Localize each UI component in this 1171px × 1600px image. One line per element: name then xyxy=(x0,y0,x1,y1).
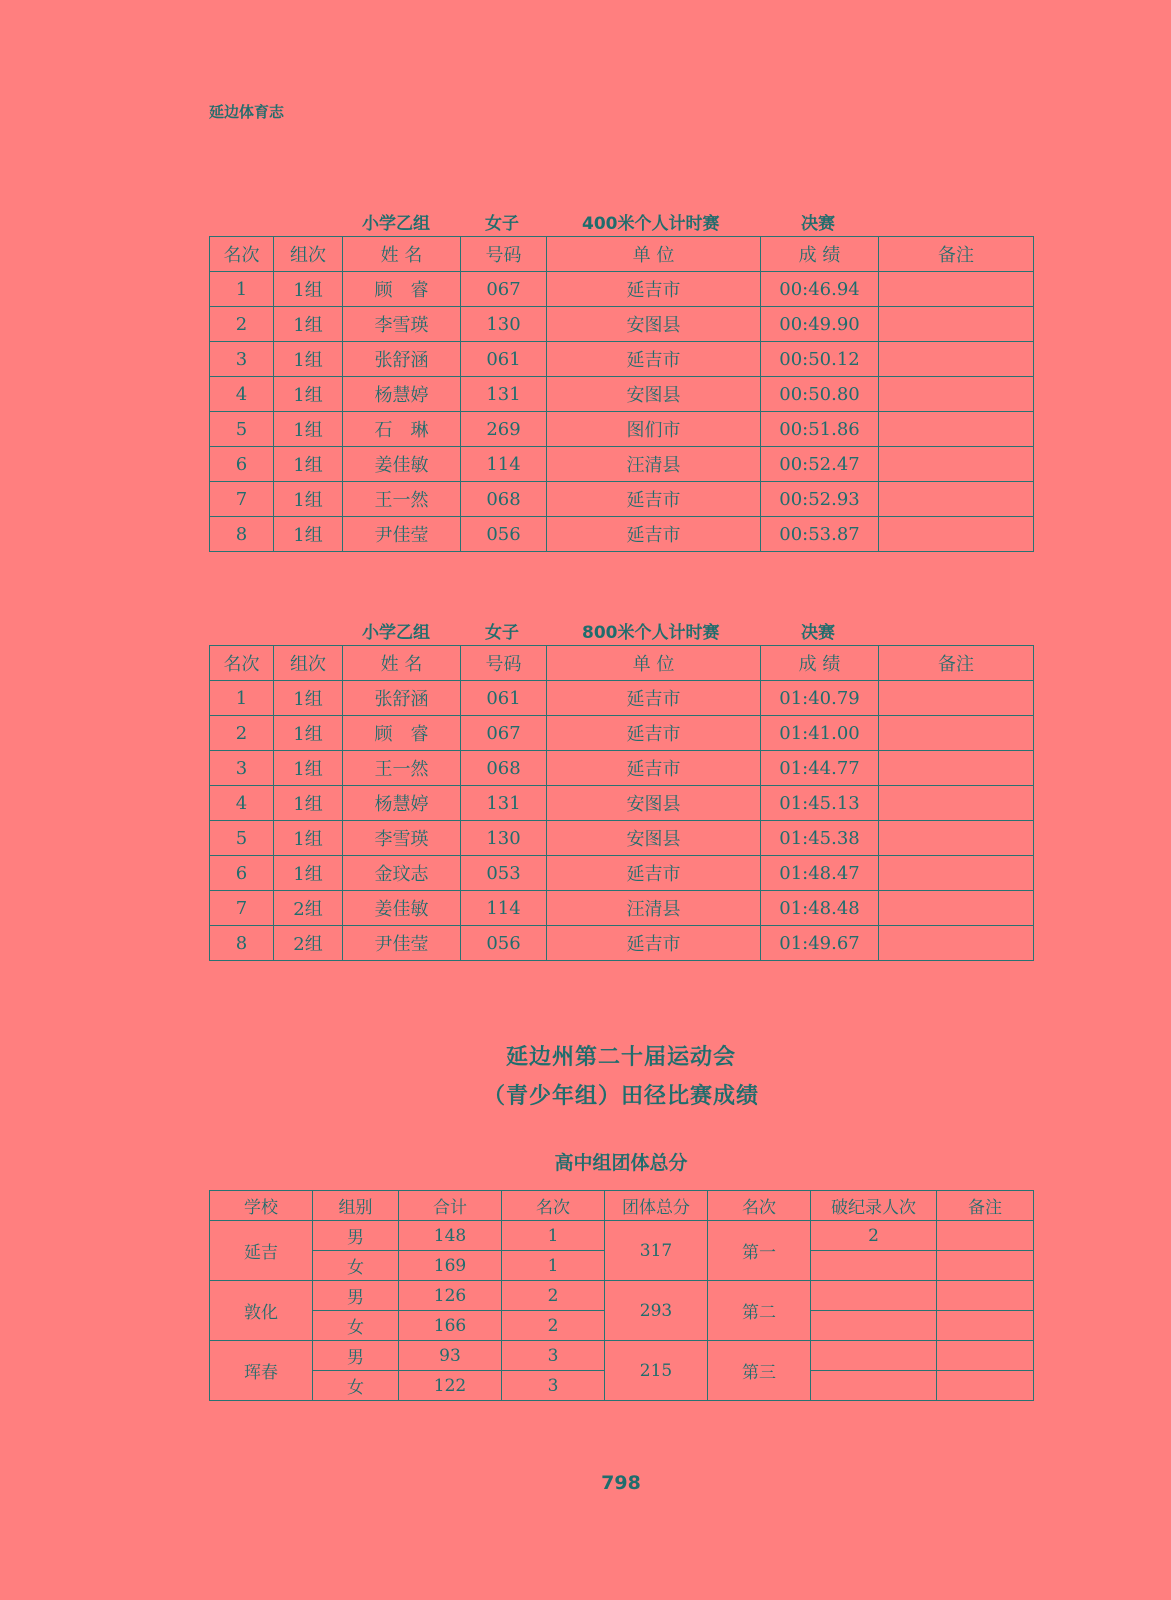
note-cell xyxy=(879,751,1034,786)
gender-group-cell: 女 xyxy=(313,1251,399,1281)
group-rank-cell: 1 xyxy=(502,1251,605,1281)
athlete-name-cell: 张舒涵 xyxy=(343,681,461,716)
column-header: 备注 xyxy=(879,646,1034,681)
team-total-cell: 293 xyxy=(605,1281,708,1341)
unit-cell: 安图县 xyxy=(547,821,761,856)
bib-number-cell: 056 xyxy=(461,517,547,552)
table-row xyxy=(210,342,1034,377)
unit-cell: 延吉市 xyxy=(547,517,761,552)
record-breaks-cell xyxy=(811,1371,937,1401)
rank-cell: 2 xyxy=(210,307,274,342)
bib-number-cell: 130 xyxy=(461,821,547,856)
note-cell xyxy=(879,517,1034,552)
heat-cell: 1组 xyxy=(274,716,343,751)
bib-number-cell: 067 xyxy=(461,716,547,751)
race1-caption xyxy=(209,209,1033,233)
column-header: 成 绩 xyxy=(761,237,879,272)
rank-cell: 8 xyxy=(210,926,274,961)
rank-cell: 3 xyxy=(210,751,274,786)
heat-cell: 2组 xyxy=(274,926,343,961)
unit-cell: 延吉市 xyxy=(547,272,761,307)
unit-cell: 延吉市 xyxy=(547,751,761,786)
column-header: 名次 xyxy=(502,1191,605,1221)
caption-event: 800米个人计时赛 xyxy=(582,623,720,643)
running-header: 延边体育志 xyxy=(209,103,285,121)
athlete-name-cell: 李雪瑛 xyxy=(343,821,461,856)
table-row xyxy=(210,716,1034,751)
athlete-name-cell: 金玟志 xyxy=(343,856,461,891)
note-cell xyxy=(937,1221,1034,1251)
column-header: 组别 xyxy=(313,1191,399,1221)
bib-number-cell: 056 xyxy=(461,926,547,961)
gender-group-cell: 男 xyxy=(313,1281,399,1311)
caption-gender: 女子 xyxy=(485,214,519,234)
team-total-cell: 215 xyxy=(605,1341,708,1401)
column-header: 成 绩 xyxy=(761,646,879,681)
result-time-cell: 00:52.47 xyxy=(761,447,879,482)
section-title-line1: 延边州第二十届运动会 xyxy=(505,1044,736,1070)
bib-number-cell: 061 xyxy=(461,681,547,716)
rank-cell: 1 xyxy=(210,272,274,307)
gender-group-cell: 女 xyxy=(313,1311,399,1341)
bib-number-cell: 068 xyxy=(461,482,547,517)
column-header: 组次 xyxy=(274,237,343,272)
athlete-name-cell: 尹佳莹 xyxy=(343,926,461,961)
table-row xyxy=(210,1281,1034,1311)
group-rank-cell: 1 xyxy=(502,1221,605,1251)
note-cell xyxy=(879,786,1034,821)
record-breaks-cell xyxy=(811,1281,937,1311)
unit-cell: 延吉市 xyxy=(547,681,761,716)
result-time-cell: 00:49.90 xyxy=(761,307,879,342)
athlete-name-cell: 王一然 xyxy=(343,751,461,786)
group-rank-cell: 3 xyxy=(502,1341,605,1371)
column-header: 号码 xyxy=(461,237,547,272)
column-header: 单 位 xyxy=(547,237,761,272)
section-title-line2: （青少年组）田径比赛成绩 xyxy=(482,1083,759,1109)
bib-number-cell: 114 xyxy=(461,891,547,926)
bib-number-cell: 061 xyxy=(461,342,547,377)
result-time-cell: 01:48.47 xyxy=(761,856,879,891)
bib-number-cell: 068 xyxy=(461,751,547,786)
note-cell xyxy=(937,1341,1034,1371)
caption-round: 决赛 xyxy=(801,623,835,643)
result-time-cell: 01:40.79 xyxy=(761,681,879,716)
caption-round: 决赛 xyxy=(801,214,835,234)
team-rank-cell: 第二 xyxy=(708,1281,811,1341)
heat-cell: 1组 xyxy=(274,272,343,307)
result-time-cell: 00:53.87 xyxy=(761,517,879,552)
record-breaks-cell xyxy=(811,1251,937,1281)
result-time-cell: 01:48.48 xyxy=(761,891,879,926)
group-rank-cell: 2 xyxy=(502,1311,605,1341)
caption-event: 400米个人计时赛 xyxy=(582,214,720,234)
table-row xyxy=(210,307,1034,342)
column-header: 名次 xyxy=(210,646,274,681)
table-row xyxy=(210,891,1034,926)
column-header: 备注 xyxy=(937,1191,1034,1221)
team-score-table xyxy=(209,1190,1034,1401)
unit-cell: 延吉市 xyxy=(547,342,761,377)
athlete-name-cell: 杨慧婷 xyxy=(343,377,461,412)
heat-cell: 1组 xyxy=(274,517,343,552)
note-cell xyxy=(879,856,1034,891)
gender-group-cell: 女 xyxy=(313,1371,399,1401)
unit-cell: 安图县 xyxy=(547,307,761,342)
race2-caption xyxy=(209,618,1033,642)
note-cell xyxy=(879,716,1034,751)
table-row xyxy=(210,821,1034,856)
table-row xyxy=(210,447,1034,482)
group-rank-cell: 2 xyxy=(502,1281,605,1311)
result-time-cell: 01:49.67 xyxy=(761,926,879,961)
column-header: 备注 xyxy=(879,237,1034,272)
result-time-cell: 01:44.77 xyxy=(761,751,879,786)
rank-cell: 6 xyxy=(210,856,274,891)
unit-cell: 汪清县 xyxy=(547,447,761,482)
note-cell xyxy=(879,342,1034,377)
column-header: 姓 名 xyxy=(343,237,461,272)
heat-cell: 2组 xyxy=(274,891,343,926)
table-row xyxy=(210,377,1034,412)
heat-cell: 1组 xyxy=(274,856,343,891)
column-header: 号码 xyxy=(461,646,547,681)
subtotal-cell: 169 xyxy=(399,1251,502,1281)
unit-cell: 安图县 xyxy=(547,377,761,412)
rank-cell: 7 xyxy=(210,891,274,926)
athlete-name-cell: 石 琳 xyxy=(343,412,461,447)
column-header: 姓 名 xyxy=(343,646,461,681)
note-cell xyxy=(879,891,1034,926)
athlete-name-cell: 尹佳莹 xyxy=(343,517,461,552)
table-header-row xyxy=(210,1191,1034,1221)
unit-cell: 延吉市 xyxy=(547,482,761,517)
race1-results-table xyxy=(209,236,1034,552)
athlete-name-cell: 张舒涵 xyxy=(343,342,461,377)
column-header: 学校 xyxy=(210,1191,313,1221)
subtotal-cell: 166 xyxy=(399,1311,502,1341)
table-row xyxy=(210,786,1034,821)
note-cell xyxy=(879,821,1034,856)
team-score-subtitle: 高中组团体总分 xyxy=(554,1152,688,1174)
heat-cell: 1组 xyxy=(274,447,343,482)
caption-group: 小学乙组 xyxy=(362,623,430,643)
rank-cell: 4 xyxy=(210,786,274,821)
group-rank-cell: 3 xyxy=(502,1371,605,1401)
team-total-cell: 317 xyxy=(605,1221,708,1281)
heat-cell: 1组 xyxy=(274,786,343,821)
team-rank-cell: 第一 xyxy=(708,1221,811,1281)
subtotal-cell: 93 xyxy=(399,1341,502,1371)
rank-cell: 3 xyxy=(210,342,274,377)
note-cell xyxy=(879,307,1034,342)
heat-cell: 1组 xyxy=(274,412,343,447)
bib-number-cell: 130 xyxy=(461,307,547,342)
rank-cell: 5 xyxy=(210,412,274,447)
note-cell xyxy=(879,447,1034,482)
column-header: 组次 xyxy=(274,646,343,681)
heat-cell: 1组 xyxy=(274,342,343,377)
note-cell xyxy=(879,412,1034,447)
column-header: 单 位 xyxy=(547,646,761,681)
record-breaks-cell xyxy=(811,1341,937,1371)
result-time-cell: 00:52.93 xyxy=(761,482,879,517)
result-time-cell: 01:41.00 xyxy=(761,716,879,751)
result-time-cell: 00:46.94 xyxy=(761,272,879,307)
note-cell xyxy=(879,926,1034,961)
caption-group: 小学乙组 xyxy=(362,214,430,234)
bib-number-cell: 067 xyxy=(461,272,547,307)
table-row xyxy=(210,517,1034,552)
unit-cell: 图们市 xyxy=(547,412,761,447)
bib-number-cell: 269 xyxy=(461,412,547,447)
table-row xyxy=(210,482,1034,517)
heat-cell: 1组 xyxy=(274,307,343,342)
rank-cell: 2 xyxy=(210,716,274,751)
subtotal-cell: 126 xyxy=(399,1281,502,1311)
athlete-name-cell: 李雪瑛 xyxy=(343,307,461,342)
heat-cell: 1组 xyxy=(274,751,343,786)
table-row xyxy=(210,412,1034,447)
note-cell xyxy=(879,681,1034,716)
result-time-cell: 01:45.13 xyxy=(761,786,879,821)
gender-group-cell: 男 xyxy=(313,1221,399,1251)
athlete-name-cell: 王一然 xyxy=(343,482,461,517)
table-row xyxy=(210,272,1034,307)
athlete-name-cell: 杨慧婷 xyxy=(343,786,461,821)
table-row xyxy=(210,751,1034,786)
note-cell xyxy=(937,1251,1034,1281)
gender-group-cell: 男 xyxy=(313,1341,399,1371)
unit-cell: 延吉市 xyxy=(547,716,761,751)
bib-number-cell: 114 xyxy=(461,447,547,482)
unit-cell: 汪清县 xyxy=(547,891,761,926)
record-breaks-cell xyxy=(811,1311,937,1341)
rank-cell: 6 xyxy=(210,447,274,482)
race2-results-table xyxy=(209,645,1034,961)
page-number: 798 xyxy=(601,1472,641,1494)
unit-cell: 延吉市 xyxy=(547,926,761,961)
school-cell: 敦化 xyxy=(210,1281,313,1341)
unit-cell: 安图县 xyxy=(547,786,761,821)
athlete-name-cell: 姜佳敏 xyxy=(343,447,461,482)
table-header-row xyxy=(210,237,1034,272)
school-cell: 延吉 xyxy=(210,1221,313,1281)
result-time-cell: 00:50.80 xyxy=(761,377,879,412)
heat-cell: 1组 xyxy=(274,821,343,856)
rank-cell: 7 xyxy=(210,482,274,517)
result-time-cell: 00:50.12 xyxy=(761,342,879,377)
note-cell xyxy=(879,377,1034,412)
note-cell xyxy=(937,1371,1034,1401)
column-header: 名次 xyxy=(210,237,274,272)
result-time-cell: 00:51.86 xyxy=(761,412,879,447)
record-breaks-cell: 2 xyxy=(811,1221,937,1251)
team-rank-cell: 第三 xyxy=(708,1341,811,1401)
athlete-name-cell: 顾 睿 xyxy=(343,272,461,307)
bib-number-cell: 131 xyxy=(461,786,547,821)
rank-cell: 1 xyxy=(210,681,274,716)
table-row xyxy=(210,681,1034,716)
subtotal-cell: 122 xyxy=(399,1371,502,1401)
heat-cell: 1组 xyxy=(274,377,343,412)
note-cell xyxy=(879,272,1034,307)
table-row xyxy=(210,1221,1034,1251)
table-row xyxy=(210,926,1034,961)
table-row xyxy=(210,1341,1034,1371)
result-time-cell: 01:45.38 xyxy=(761,821,879,856)
column-header: 团体总分 xyxy=(605,1191,708,1221)
column-header: 破纪录人次 xyxy=(811,1191,937,1221)
note-cell xyxy=(937,1281,1034,1311)
caption-gender: 女子 xyxy=(485,623,519,643)
unit-cell: 延吉市 xyxy=(547,856,761,891)
rank-cell: 5 xyxy=(210,821,274,856)
note-cell xyxy=(879,482,1034,517)
athlete-name-cell: 姜佳敏 xyxy=(343,891,461,926)
rank-cell: 4 xyxy=(210,377,274,412)
column-header: 合计 xyxy=(399,1191,502,1221)
table-row xyxy=(210,856,1034,891)
rank-cell: 8 xyxy=(210,517,274,552)
athlete-name-cell: 顾 睿 xyxy=(343,716,461,751)
subtotal-cell: 148 xyxy=(399,1221,502,1251)
heat-cell: 1组 xyxy=(274,482,343,517)
bib-number-cell: 053 xyxy=(461,856,547,891)
column-header: 名次 xyxy=(708,1191,811,1221)
school-cell: 珲春 xyxy=(210,1341,313,1401)
heat-cell: 1组 xyxy=(274,681,343,716)
bib-number-cell: 131 xyxy=(461,377,547,412)
table-header-row xyxy=(210,646,1034,681)
note-cell xyxy=(937,1311,1034,1341)
